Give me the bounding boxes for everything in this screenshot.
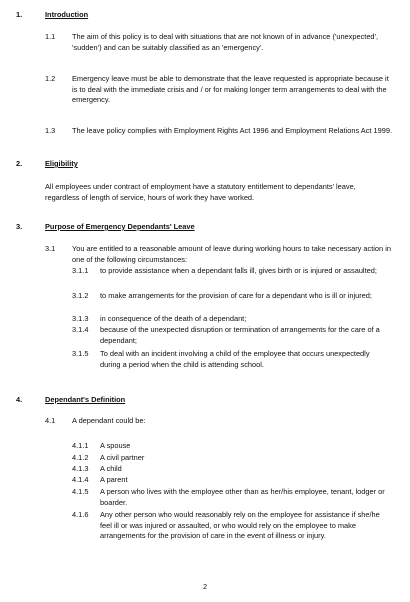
clause-text: The aim of this policy is to deal with situations that are not known of in advance ('unexpected', 'sudden') and can be suitably classified as an 'emergency'.	[72, 32, 379, 52]
clause-number: 1.2	[45, 74, 56, 83]
subclause-number: 3.1.2	[72, 291, 89, 300]
subclause-number: 4.1.2	[72, 453, 89, 462]
eligibility-text: All employees under contract of employment have a statutory entitlement to dependants' leave, regardless of length of service, hours of work they have worked.	[45, 182, 356, 202]
clause-text: A dependant could be:	[72, 416, 146, 425]
section-heading-dependants-definition: Dependant's Definition	[45, 395, 126, 404]
section-heading-introduction: Introduction	[45, 10, 89, 19]
subclause-text: A child	[100, 464, 122, 473]
clause-text: You are entitled to a reasonable amount of leave during working hours to take necessary action in one of the following circumstances:	[72, 244, 391, 264]
subclause-number: 4.1.6	[72, 510, 89, 519]
clause-text: Emergency leave must be able to demonstrate that the leave requested is appropriate because it is to deal with the immediate crisis and / or for making longer term arrangements to deal with the emergency.	[72, 74, 389, 105]
section-heading-purpose: Purpose of Emergency Dependants' Leave	[45, 222, 195, 231]
subclause-text: A parent	[100, 475, 128, 484]
subclause-number: 3.1.3	[72, 314, 89, 323]
clause-number: 3.1	[45, 244, 56, 253]
subclause-text: A civil partner	[100, 453, 145, 462]
clause-number: 1.3	[45, 126, 56, 135]
clause-text: The leave policy complies with Employment Rights Act 1996 and Employment Relations Act 1999.	[72, 126, 393, 135]
subclause-text: to make arrangements for the provision of care for a dependant who is ill or injured;	[100, 291, 372, 300]
page-number: 2	[202, 582, 208, 591]
subclause-text: A person who lives with the employee other than as her/his employee, tenant, lodger or boarder.	[100, 487, 385, 507]
subclause-number: 4.1.3	[72, 464, 89, 473]
subclause-text: To deal with an incident involving a child of the employee that occurs unexpectedly during a period when the child is attending school.	[100, 349, 370, 369]
section-number: 3.	[16, 222, 23, 231]
subclause-number: 3.1.1	[72, 266, 89, 275]
subclause-number: 4.1.4	[72, 475, 89, 484]
subclause-text: because of the unexpected disruption or termination of arrangements for the care of a dependant;	[100, 325, 380, 345]
subclause-number: 4.1.1	[72, 441, 89, 450]
subclause-text: Any other person who would reasonably rely on the employee for assistance if she/he feel ill or was injured or assaulted, or who would rely on the employee to make arrangements for the provision of care in the event of illness or injury.	[100, 510, 380, 541]
subclause-text: in consequence of the death of a dependant;	[100, 314, 247, 323]
clause-number: 4.1	[45, 416, 56, 425]
subclause-number: 3.1.4	[72, 325, 89, 334]
section-number: 1.	[16, 10, 23, 19]
subclause-text: A spouse	[100, 441, 131, 450]
subclause-text: to provide assistance when a dependant falls ill, gives birth or is injured or assaulted;	[100, 266, 377, 275]
subclause-number: 4.1.5	[72, 487, 89, 496]
section-number: 4.	[16, 395, 23, 404]
section-number: 2.	[16, 159, 23, 168]
section-heading-eligibility: Eligibility	[45, 159, 78, 168]
subclause-number: 3.1.5	[72, 349, 89, 358]
clause-number: 1.1	[45, 32, 56, 41]
